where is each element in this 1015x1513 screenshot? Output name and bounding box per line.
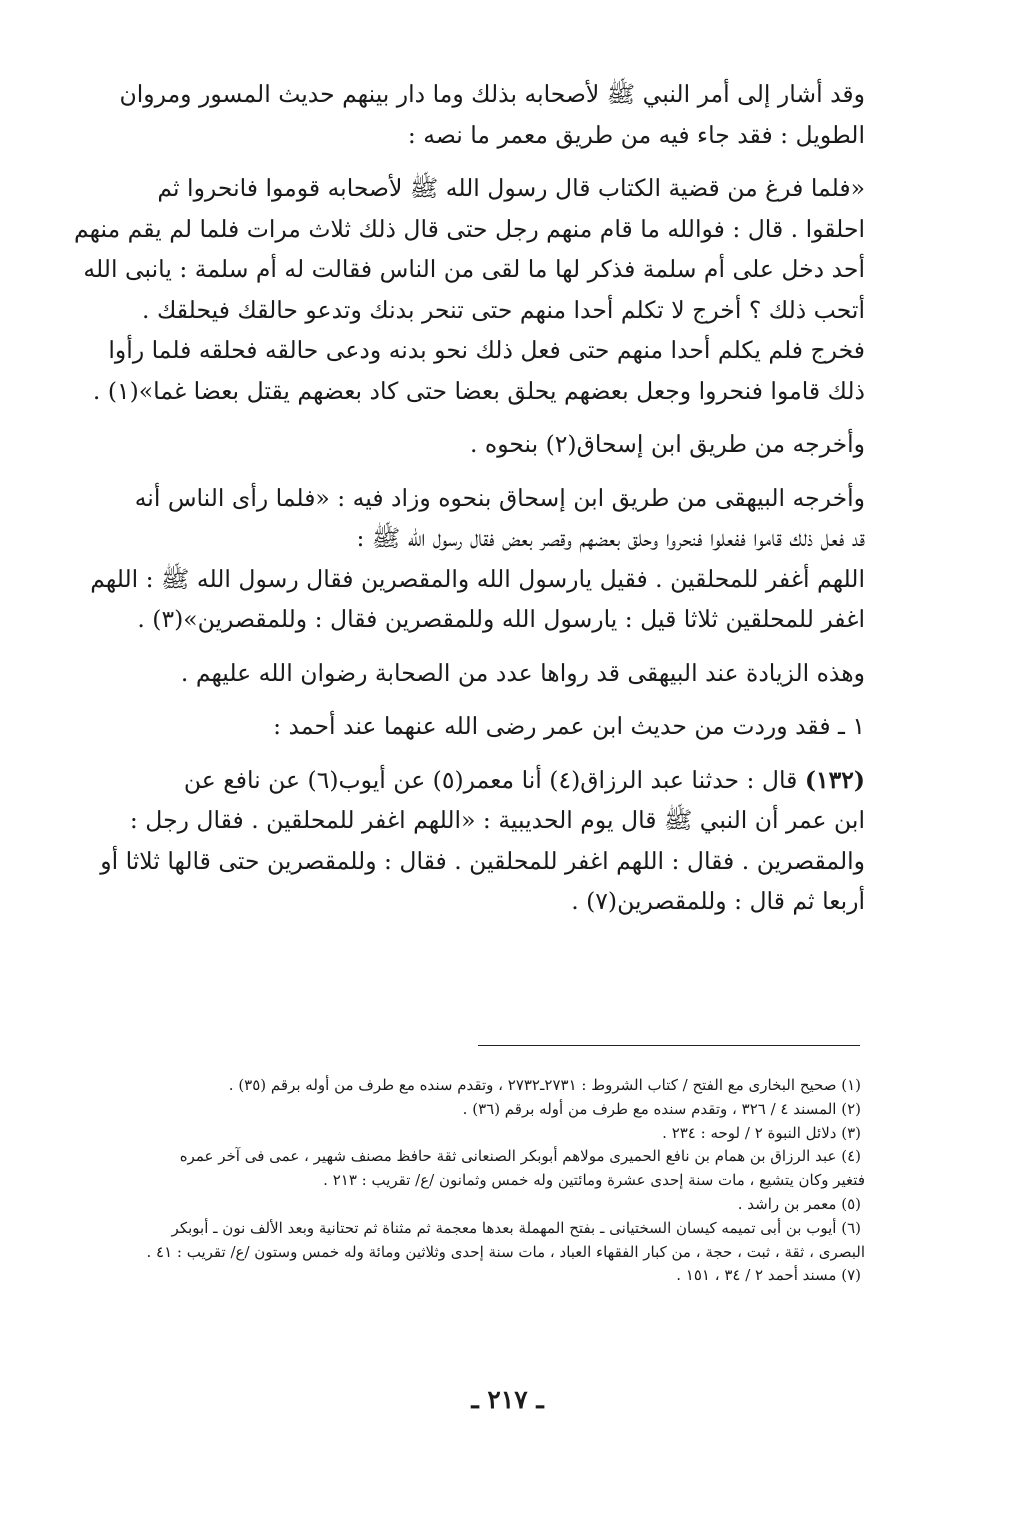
text-line: ذلك قاموا فنحروا وجعل بعضهم يحلق بعضا حتى كاد بعضهم يقتل بعضا غما»(١) . — [92, 376, 865, 405]
text-line: قد فعل ذلك قاموا ففعلوا فنحروا وحلق بعضهم وقصر بعض فقال رسول الله ﷺ : — [356, 524, 865, 552]
footnote-item: (٢) المسند ٤ / ٣٢٦ ، وتقدم سنده مع طرف من أوله برقم (٣٦) . — [462, 1099, 861, 1118]
footnote-item: البصرى ، ثقة ، ثبت ، حجة ، من كبار الفقهاء العباد ، مات سنة إحدى وثلاثين ومائة وله خمس وستون /ع/ تقريب : ٤١ . — [146, 1242, 865, 1261]
footnote-item: (٧) مسند أحمد ٢ / ٣٤ ، ١٥١ . — [676, 1266, 861, 1285]
footnote-item: (٤) عبد الرزاق بن همام بن نافع الحميرى مولاهم أبوبكر الصنعانى ثقة حافظ مصنف شهير ، عمى فى آخر عمره — [179, 1147, 861, 1166]
paragraph-hadith-132 — [58, 760, 865, 922]
paragraph-bayhaqi — [58, 478, 865, 640]
text-line: وأخرجه من طريق ابن إسحاق(٢) بنحوه . — [469, 430, 865, 458]
hadith-number: (١٣٢) — [804, 765, 865, 794]
text-line: اللهم أغفر للمحلقين . فقيل يارسول الله والمقصرين فقال رسول الله ﷺ : اللهم — [90, 564, 865, 593]
hadith-text: قال : حدثنا عبد الرزاق(٤) أنا معمر(٥) عن أيوب(٦) عن نافع عن — [183, 765, 805, 794]
text-line: الطويل : فقد جاء فيه من طريق معمر ما نصه : — [407, 120, 865, 149]
footnote-separator — [478, 1045, 860, 1046]
paragraph-point-one — [58, 706, 865, 747]
footnote-item: (٦) أيوب بن أبى تميمه كيسان السختيانى ـ بفتح المهملة بعدها معجمة ثم مثناة ثم تحتانية وبعد الألف نون ـ أبوبكر — [171, 1218, 861, 1237]
footnotes — [60, 1074, 865, 1288]
text-line: وهذه الزيادة عند البيهقى قد رواها عدد من الصحابة رضوان الله عليهم . — [180, 658, 865, 687]
text-line: ١ ـ فقد وردت من حديث ابن عمر رضى الله عنهما عند أحمد : — [273, 712, 865, 740]
footnote-item: (١) صحيح البخارى مع الفتح / كتاب الشروط : ٢٧٣١ـ٢٧٣٢ ، وتقدم سنده مع طرف من أوله برقم (٣٥) . — [228, 1076, 861, 1094]
text-line — [58, 760, 865, 801]
text-line: وأخرجه البيهقى من طريق ابن إسحاق بنحوه وزاد فيه : «فلما رأى الناس أنه — [134, 483, 865, 512]
main-text — [58, 74, 865, 935]
paragraph-addition — [58, 653, 865, 694]
text-line: أربعا ثم قال : وللمقصرين(٧) . — [571, 887, 865, 915]
paragraph-ibn-ishaq — [58, 424, 865, 465]
text-line: والمقصرين . فقال : اللهم اغفر للمحلقين . فقال : وللمقصرين حتى قالها ثلاثا أو — [100, 846, 865, 875]
footnote-item: (٥) معمر بن راشد . — [737, 1194, 861, 1213]
text-line: «فلما فرغ من قضية الكتاب قال رسول الله ﷺ لأصحابه قوموا فانحروا ثم — [157, 174, 865, 202]
paragraph-intro — [58, 74, 865, 155]
text-line: ابن عمر أن النبي ﷺ قال يوم الحديبية : «اللهم اغفر للمحلقين . فقال رجل : — [129, 806, 865, 834]
paragraph-quote — [58, 168, 865, 411]
text-line: اغفر للمحلقين ثلاثا قيل : يارسول الله وللمقصرين فقال : وللمقصرين»(٣) . — [137, 605, 865, 633]
text-line: احلقوا . قال : فوالله ما قام منهم رجل حتى قال ذلك ثلاث مرات فلما لم يقم منهم — [74, 214, 865, 243]
page-number: ـ ٢١٧ ـ — [471, 1385, 544, 1414]
text-line: أحد دخل على أم سلمة فذكر لها ما لقى من الناس فقالت له أم سلمة : يانبى الله — [83, 255, 865, 283]
text-line: وقد أشار إلى أمر النبي ﷺ لأصحابه بذلك وما دار بينهم حديث المسور ومروان — [119, 80, 865, 108]
text-line: أتحب ذلك ؟ أخرج لا تكلم أحدا منهم حتى تنحر بدنك وتدعو حالقك فيحلقك . — [142, 295, 865, 324]
text-line: فخرج فلم يكلم أحدا منهم حتى فعل ذلك نحو بدنه ودعى حالقه فحلقه فلما رأوا — [108, 336, 865, 364]
footnote-item: فتغير وكان يتشيع ، مات سنة إحدى عشرة ومائتين وله خمس وثمانون /ع/ تقريب : ٢١٣ . — [323, 1171, 865, 1190]
footnote-item: (٣) دلائل النبوة ٢ / لوحه : ٢٣٤ . — [662, 1123, 861, 1142]
